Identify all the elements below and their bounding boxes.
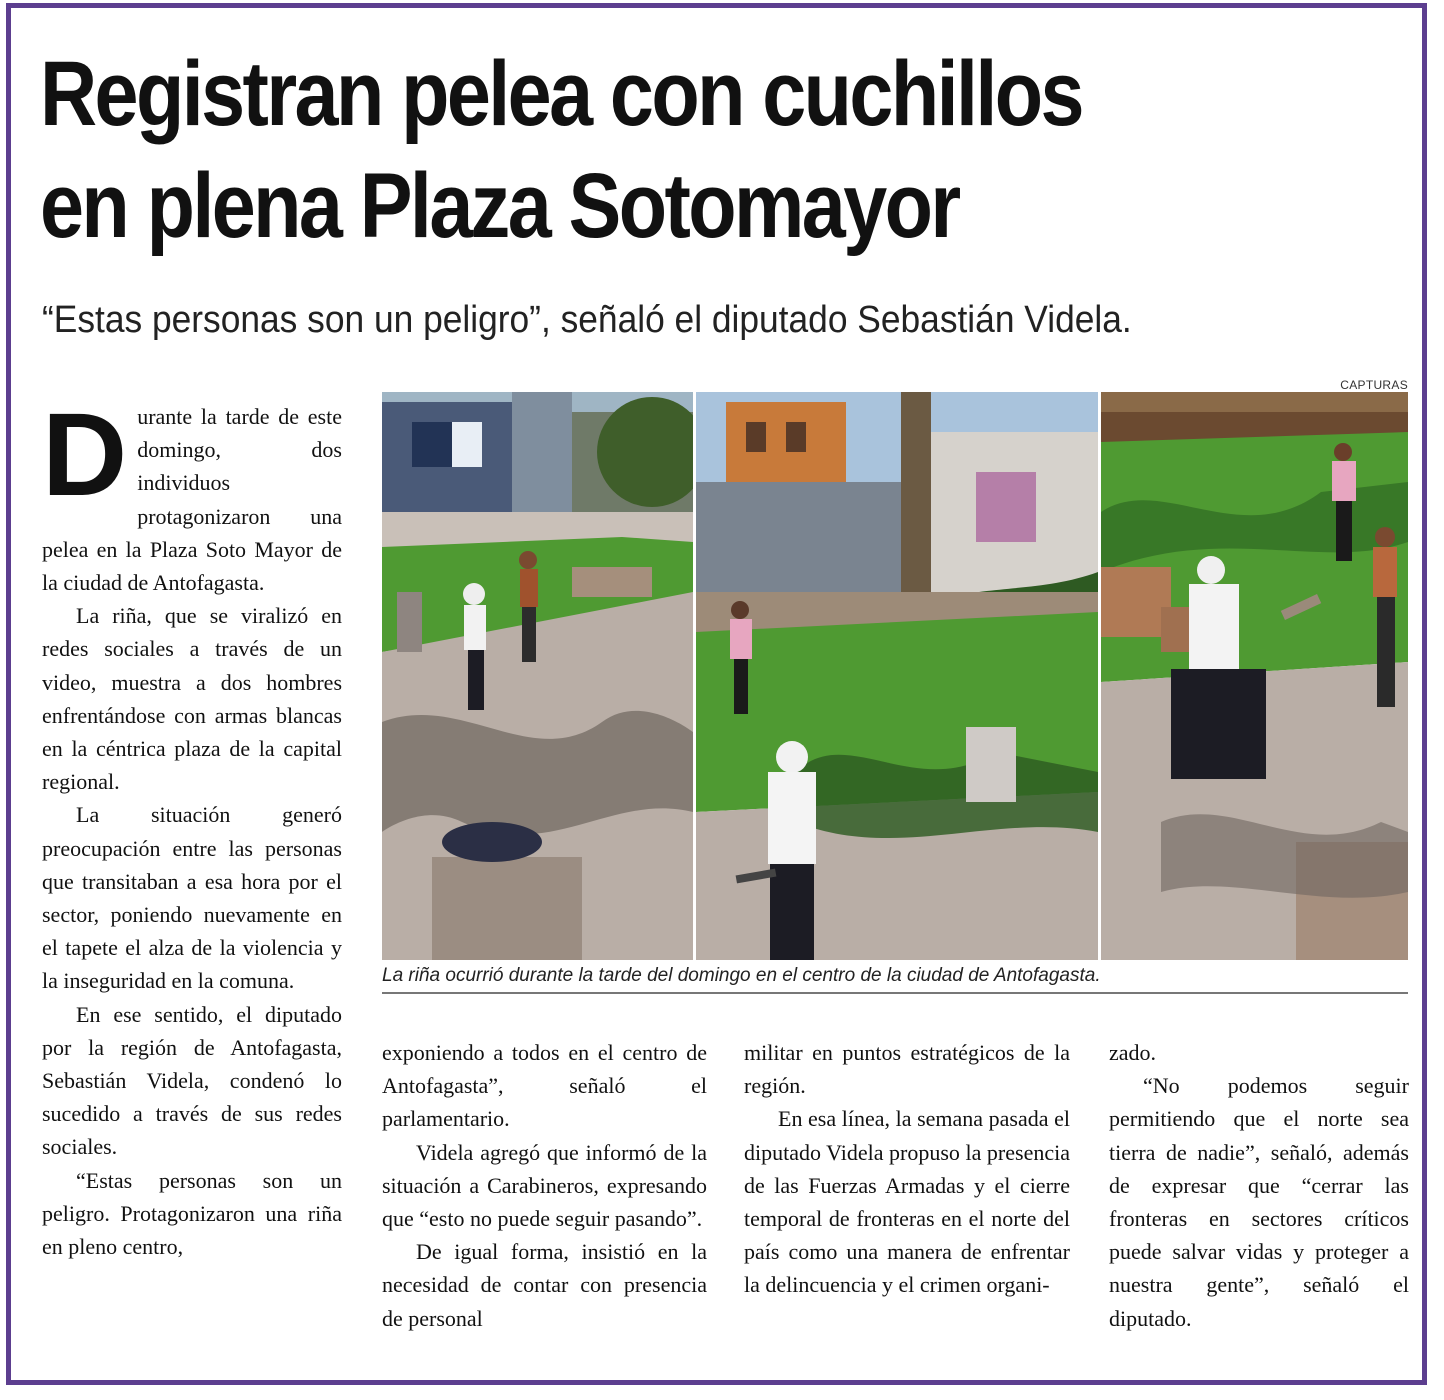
paragraph: “No podemos seguir permitiendo que el norte sea tierra de nadie”, señaló, además de expresar que “cerrar las fronteras en sectores críticos puede salvar vidas y proteger a nuestra gente”, señaló el diputado. [1109,1073,1409,1331]
drop-cap: D [42,389,128,521]
paragraph: “Estas personas son un peligro. Protagonizaron una riña en pleno centro, [42,1167,342,1260]
photo-scene-1 [382,392,693,960]
paragraph-lead-text: urante la tarde de este domingo, dos individuos protagonizaron una pelea en la Plaza Soto Mayor de la ciudad de Antofagasta. [42,404,342,596]
paragraph-continued: exponiendo a todos en el centro de Antofagasta”, señaló el parlamentario. [382,1040,707,1132]
photo-panel-3 [1101,392,1408,960]
photo-scene-3 [1101,392,1408,960]
photo-credit: CAPTURAS [1340,378,1408,392]
body-column-3 [744,1036,1070,1302]
paragraph: Videla agregó que informó de la situación a Carabineros, expresando que “esto no puede seguir pasando”. [382,1139,707,1232]
paragraph-continued: militar en puntos estratégicos de la región. [744,1040,1070,1099]
body-column-2 [382,1036,707,1335]
body-column-1 [42,389,342,1263]
photo-panel-1 [382,392,693,960]
photo-caption: La riña ocurrió durante la tarde del domingo en el centro de la ciudad de Antofagasta. [382,965,1101,986]
body-column-4 [1109,1036,1409,1335]
paragraph-lead [42,389,342,599]
headline-line-1: Registran pelea con cuchillos [40,43,1082,145]
subtitle: “Estas personas son un peligro”, señaló el diputado Sebastián Videla. [42,299,1132,341]
paragraph: La riña, que se viralizó en redes sociales a través de un video, muestra a dos hombres enfrentándose con armas blancas en la céntrica plaza de la capital regional. [42,603,342,795]
paragraph: En ese sentido, el diputado por la región de Antofagasta, Sebastián Videla, condenó lo sucedido a través de sus redes sociales. [42,1001,342,1160]
photo-strip [382,392,1408,960]
paragraph: La situación generó preocupación entre las personas que transitaban a esa hora por el sector, poniendo nuevamente en el tapete el alza de la violencia y la inseguridad en la comuna. [42,802,342,994]
caption-rule [382,992,1408,994]
headline-line-2: en plena Plaza Sotomayor [40,155,959,257]
photo-scene-2 [696,392,1098,960]
paragraph: En esa línea, la semana pasada el diputado Videla propuso la presencia de las Fuerzas Armadas y el cierre temporal de fronteras en el norte del país como una manera de enfrentar la delincuencia y el crimen organi- [744,1106,1070,1298]
paragraph: De igual forma, insistió en la necesidad de contar con presencia de personal [382,1239,707,1331]
photo-panel-2 [696,392,1098,960]
headline [40,38,1218,262]
paragraph-continued: zado. [1109,1040,1157,1065]
